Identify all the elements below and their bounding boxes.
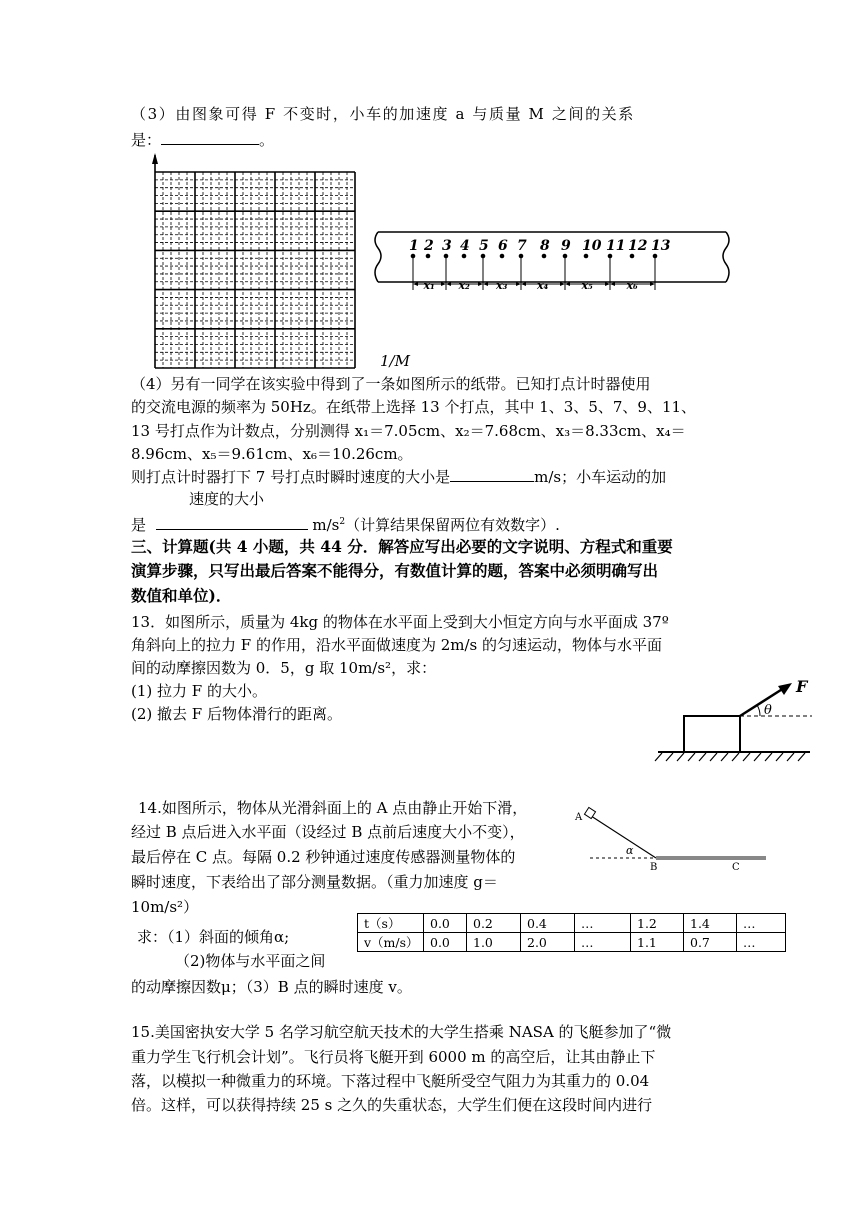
tape-left-edge <box>375 232 381 282</box>
tape-marks <box>409 238 671 292</box>
q13-line3: 间的动摩擦因数为 0．5，g 取 10m/s²，求： <box>131 659 437 677</box>
tape-segment-label: x₁ <box>423 279 435 292</box>
q4-unit-exp: 2 <box>339 517 346 527</box>
hatch-mark <box>655 753 662 761</box>
q4-line1: （4）另有一同学在该实验中得到了一条如图所示的纸带。已知打点计时器使用 <box>131 375 651 393</box>
tape-point-label: 8 <box>540 238 550 254</box>
table-cell: 1.2 <box>631 914 684 933</box>
hatch-mark <box>798 753 805 761</box>
measurement-table <box>357 913 786 952</box>
tape-right-edge <box>723 232 729 282</box>
q4-unit: m/s <box>312 516 340 534</box>
y-axis-arrow <box>152 153 158 164</box>
hatch-mark <box>776 753 783 761</box>
q13-line5: (2) 撤去 F 后物体滑行的距离。 <box>131 705 342 723</box>
tape-dot <box>630 254 635 259</box>
tape-point-label: 3 <box>442 238 452 254</box>
force-arrowhead <box>778 683 792 695</box>
tape-point-label: 5 <box>479 238 489 254</box>
ground-hatching <box>655 753 805 761</box>
q4-line7 <box>131 512 560 535</box>
tape-point-label: 7 <box>517 238 527 254</box>
q14-line6: 求：（1）斜面的倾角α; <box>137 928 290 946</box>
grid-lines <box>155 155 355 368</box>
tape-segment-label: x₃ <box>496 279 508 292</box>
q3-line2-suffix: 。 <box>259 131 275 149</box>
section3-line1: 三、计算题(共 4 小题，共 44 分．解答应写出必要的文字说明、方程式和重要 <box>131 537 673 556</box>
tape-segment-label: x₅ <box>581 279 593 292</box>
q3-line2-prefix: 是： <box>131 131 162 149</box>
tape-point-label: 12 <box>628 238 648 254</box>
tape-segment-label: x₆ <box>626 279 638 292</box>
table-cell: 0.2 <box>467 914 521 933</box>
q4-line3: 13 号打点作为计数点，分别测得 x₁＝7.05cm、x₂＝7.68cm、x₃＝8.33cm、x₄＝ <box>131 422 686 440</box>
q13-line1: 13．如图所示，质量为 4kg 的物体在水平面上受到大小恒定方向与水平面成 37º <box>131 613 669 631</box>
table-cell: … <box>737 933 786 952</box>
hatch-mark <box>721 753 728 761</box>
q15-line2: 重力学生飞行机会计划”。飞行员将飞艇开到 6000 m 的高空后，让其由静止下 <box>131 1048 656 1066</box>
label-A: A <box>575 812 583 823</box>
tape-segment-label: x₄ <box>537 279 549 292</box>
q15-line1: 15.美国密执安大学 5 名学习航空航天技术的大学生搭乘 NASA 的飞艇参加了“微 <box>131 1023 672 1041</box>
hatch-mark <box>677 753 684 761</box>
q14-line3: 最后停在 C 点。每隔 0.2 秒钟通过速度传感器测量物体的 <box>131 848 516 866</box>
label-alpha: α <box>626 844 634 857</box>
horizontal-surface <box>656 856 766 860</box>
hatch-mark <box>787 753 794 761</box>
paper-tape <box>368 226 738 300</box>
q13-line4: (1) 拉力 F 的大小。 <box>131 682 267 700</box>
tape-dot <box>500 254 505 259</box>
acceleration-blank <box>156 515 308 530</box>
q4-line5-suffix: m/s；小车运动的加 <box>534 468 667 486</box>
tape-dot <box>426 254 431 259</box>
block <box>684 716 740 752</box>
hatch-mark <box>754 753 761 761</box>
table-cell: v（m/s） <box>358 933 424 952</box>
tape-point-label: 9 <box>561 238 571 254</box>
q13-line2: 角斜向上的拉力 F 的作用，沿水平面做速度为 2m/s 的匀速运动，物体与水平面 <box>131 636 663 654</box>
table-cell: … <box>575 933 631 952</box>
angle-label: θ <box>764 703 772 718</box>
q15-line3: 落，以模拟一种微重力的环境。下落过程中飞艇所受空气阻力为其重力的 0.04 <box>131 1072 650 1090</box>
tape-point-label: 13 <box>651 238 671 254</box>
incline-surface <box>588 814 656 858</box>
force-label: F <box>796 677 808 696</box>
q4-line4: 8.96cm、x₅＝9.61cm、x₆＝10.26cm。 <box>131 445 413 463</box>
answer-blank <box>161 130 259 145</box>
q14-line4: 瞬时速度，下表给出了部分测量数据。（重力加速度 g＝ <box>131 873 498 891</box>
tape-point-label: 2 <box>424 238 434 254</box>
slider-block <box>584 807 595 818</box>
q4-line5-prefix: 则打点计时器打下 7 号打点时瞬时速度的大小是 <box>131 468 451 486</box>
q3-line1: （3）由图象可得 F 不变时，小车的加速度 a 与质量 M 之间的关系 <box>131 105 635 123</box>
q4-line6: 速度的大小 <box>189 490 265 508</box>
q4-line5 <box>131 467 666 487</box>
tape-dot <box>584 254 589 259</box>
angle-arc <box>757 705 760 716</box>
tape-point-label: 1 <box>409 238 419 254</box>
tape-point-label: 11 <box>606 238 626 254</box>
table-cell: t（s） <box>358 914 424 933</box>
tape-point-label: 4 <box>460 238 470 254</box>
section3-line3: 数值和单位)． <box>131 586 232 605</box>
hatch-mark <box>699 753 706 761</box>
q4-line7-prefix: 是 <box>131 516 147 534</box>
table-cell: … <box>575 914 631 933</box>
hatch-mark <box>710 753 717 761</box>
table-cell: 1.4 <box>684 914 737 933</box>
q14-line8: 的动摩擦因数μ；（3）B 点的瞬时速度 v。 <box>131 978 412 996</box>
q14-line5: 10m/s²） <box>131 898 199 916</box>
block-force-diagram <box>650 672 830 772</box>
tape-segment-label: x₂ <box>458 279 470 292</box>
q3-line2 <box>131 130 274 150</box>
table-cell: 2.0 <box>521 933 575 952</box>
table-cell: 0.0 <box>424 933 467 952</box>
hatch-mark <box>666 753 673 761</box>
table-cell: … <box>737 914 786 933</box>
table-cell: 0.7 <box>684 933 737 952</box>
table-cell: 1.1 <box>631 933 684 952</box>
velocity-blank <box>450 467 534 482</box>
q14-line7: （2)物体与水平面之间 <box>175 952 326 970</box>
tape-point-label: 10 <box>582 238 602 254</box>
section3-line2: 演算步骤，只写出最后答案不能得分，有数值计算的题，答案中必须明确写出 <box>131 561 659 580</box>
table-cell: 0.4 <box>521 914 575 933</box>
label-C: C <box>732 862 740 873</box>
tape-point-label: 6 <box>498 238 508 254</box>
q14-line2: 经过 B 点后进入水平面（设经过 B 点前后速度大小不变）， <box>131 823 525 841</box>
q14-line1: 14.如图所示，物体从光滑斜面上的 A 点由静止开始下滑， <box>138 799 528 817</box>
q4-line2: 的交流电源的频率为 50Hz。在纸带上选择 13 个打点，其中 1、3、5、7、9、11、 <box>131 398 697 416</box>
tape-dot <box>542 254 547 259</box>
x-axis-label: 1/M <box>380 352 410 370</box>
table-cell: 0.0 <box>424 914 467 933</box>
hatch-mark <box>743 753 750 761</box>
hatch-mark <box>732 753 739 761</box>
table-cell: 1.0 <box>467 933 521 952</box>
incline-diagram <box>570 800 770 880</box>
hatch-mark <box>765 753 772 761</box>
q15-line4: 倍。这样，可以获得持续 25 s 之久的失重状态，大学生们便在这段时间内进行 <box>131 1096 653 1114</box>
table-row <box>358 914 786 933</box>
tape-dot <box>462 254 467 259</box>
label-B: B <box>650 862 658 873</box>
table-row <box>358 933 786 952</box>
hatch-mark <box>688 753 695 761</box>
q4-line7-suffix: （计算结果保留两位有效数字）. <box>345 516 560 534</box>
force-arrow <box>740 688 784 716</box>
